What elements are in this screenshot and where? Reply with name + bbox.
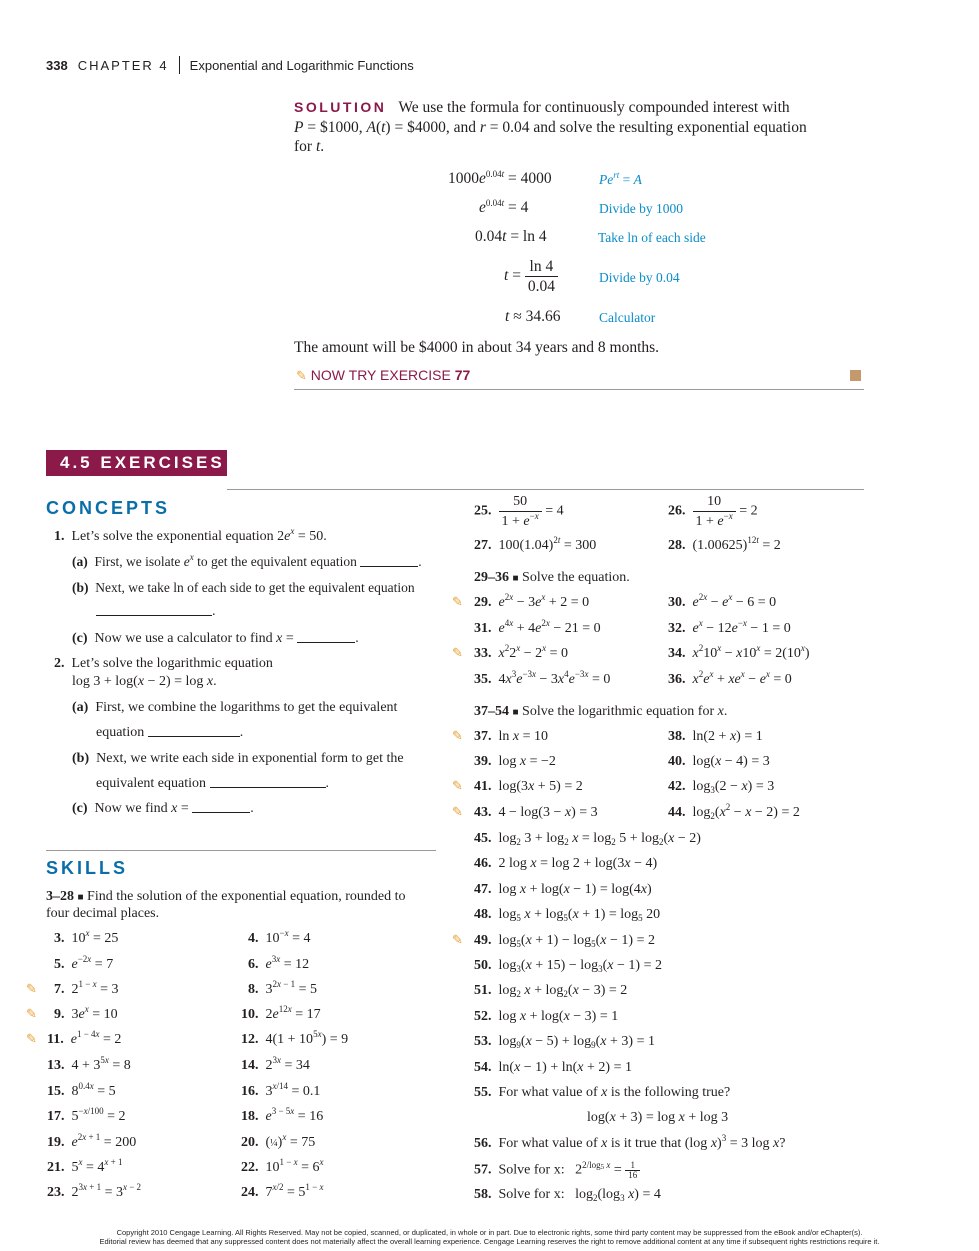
exercise-24: 24. $7^{x/2} = 5^{1 - x}$ xyxy=(241,1182,324,1200)
exercise-9: 9. $3e^x = 10$ xyxy=(54,1004,118,1022)
exercise-52: 52. log x + log(x − 3) = 1 xyxy=(474,1009,619,1024)
exercise-22: 22. $10^{1 - x} = 6^x$ xyxy=(241,1157,324,1175)
skills-rule xyxy=(46,850,436,851)
exercise-34: 34. $x^210^x - x10^x = 2(10^x)$ xyxy=(668,643,810,661)
concept-q2-line1: 2. Let’s solve the logarithmic equation xyxy=(54,656,273,671)
pencil-icon: ✎ xyxy=(452,804,463,819)
exercise-36: 36. $x^2e^x + xe^x - e^x = 0$ xyxy=(668,669,792,687)
copyright-line-2: Editorial review has deemed that any suppressed content does not materially affect the overall learning experience. Cengage Learning reserves the right to remove additional content at any time if subsequent rights restrictions require it. xyxy=(99,1237,880,1246)
step-2-equation: $e^{0.04t} = 4$ xyxy=(479,198,529,216)
exercise-7: 7. $2^{1 - x} = 3$ xyxy=(54,979,119,997)
exercise-21: 21. $5^x = 4^{x + 1}$ xyxy=(47,1157,123,1175)
exercise-40: 40. log(x − 4) = 3 xyxy=(668,754,770,769)
page-number: 338 xyxy=(46,58,68,73)
step-5-note: Calculator xyxy=(599,310,656,325)
solution-keyword: SOLUTION xyxy=(294,99,387,115)
exercise-29: 29. $e^{2x} - 3e^x + 2 = 0$ xyxy=(474,592,590,610)
exercise-3: 3. $10^x = 25$ xyxy=(54,928,119,946)
exercise-38: 38. ln(2 + x) = 1 xyxy=(668,729,763,744)
step-4-equation: t = $\frac{\ln 4}{0.04}$ xyxy=(504,257,558,296)
pencil-icon: ✎ xyxy=(452,728,463,743)
exercise-32: 32. $e^x - 12e^{-x} - 1 = 0$ xyxy=(668,618,791,636)
step-5-equation: t ≈ 34.66 xyxy=(505,308,561,325)
step-2-note: Divide by 1000 xyxy=(599,201,683,216)
step-3-equation: 0.04t = ln 4 xyxy=(475,228,547,245)
exercise-55: 55. For what value of x is the following true? xyxy=(474,1085,731,1100)
exercise-6: 6. $e^{3x} = 12$ xyxy=(248,954,310,972)
exercise-4: 4. $10^{-x} = 4$ xyxy=(248,928,311,946)
copyright-footer xyxy=(0,1228,979,1246)
exercise-45: 45. $\log_2 3 + \log_2 x = \log_2 5 + \log_2(x - 2)$ xyxy=(474,831,701,847)
concept-q2b-line1: (b) Next, we write each side in exponential form to get the xyxy=(72,751,404,766)
concept-q1b-blank: . xyxy=(96,604,216,620)
exercise-19: 19. $e^{2x + 1} = 200$ xyxy=(47,1132,137,1150)
exercise-56: 56. For what value of x is it true that (log x)$^3$ = 3 log x? xyxy=(474,1133,786,1151)
exercise-8: 8. $3^{2x - 1} = 5$ xyxy=(248,979,317,997)
exercise-15: 15. $8^{0.4x} = 5$ xyxy=(47,1081,116,1099)
concept-q2a-line1: (a) First, we combine the logarithms to get the equivalent xyxy=(72,700,398,715)
exercise-14: 14. $2^{3x} = 34$ xyxy=(241,1055,310,1073)
exercise-11: 11. $e^{1 - 4x} = 2$ xyxy=(47,1029,122,1047)
exercise-51: 51. $\log_2 x + \log_2(x - 3) = 2$ xyxy=(474,983,628,999)
exercise-46: 46. 2 log x = log 2 + log(3x − 4) xyxy=(474,856,658,871)
skills-instruction-line2: four decimal places. xyxy=(46,906,160,921)
concept-q1a: (a) First, we isolate $e^x$ to get the equivalent equation . xyxy=(72,552,422,569)
exercise-31: 31. $e^{4x} + 4e^{2x} - 21 = 0$ xyxy=(474,618,601,636)
step-3-note: Take ln of each side xyxy=(598,230,706,245)
exercises-title: 4.5 EXERCISES xyxy=(60,453,225,472)
exercise-49: 49. $\log_5(x + 1) - \log_5(x - 1) = 2$ xyxy=(474,933,655,949)
exercise-42: 42. $\log_3(2 - x) = 3$ xyxy=(668,779,775,795)
exercise-50: 50. $\log_3(x + 15) - \log_3(x - 1) = 2$ xyxy=(474,958,662,974)
exercise-28: 28. $(1.00625)^{12t} = 2$ xyxy=(668,535,781,553)
concept-q2c: (c) Now we find x = . xyxy=(72,801,254,816)
skills-instruction-line1: 3–28 ■ Find the solution of the exponential equation, rounded to xyxy=(46,889,406,904)
exercise-39: 39. log x = −2 xyxy=(474,754,556,769)
solution-line-3: for t. xyxy=(294,138,325,155)
running-header xyxy=(46,56,414,74)
solution-conclusion: The amount will be $4000 in about 34 years and 8 months. xyxy=(294,339,660,356)
exercise-37: 37. ln x = 10 xyxy=(474,729,549,744)
instruction-29-36: 29–36 ■ Solve the equation. xyxy=(474,570,630,585)
step-1-note: $Pe^{rt} = A$ xyxy=(599,170,642,187)
divider-rule xyxy=(294,389,864,390)
exercise-55-equation: log(x + 3) = log x + log 3 xyxy=(587,1110,729,1125)
pencil-icon: ✎ xyxy=(26,1006,37,1021)
pencil-icon: ✎ xyxy=(452,594,463,609)
exercises-banner xyxy=(46,450,227,476)
exercise-44: 44. $\log_2(x^2 - x - 2) = 2$ xyxy=(668,802,800,821)
chapter-title: Exponential and Logarithmic Functions xyxy=(189,58,414,73)
pencil-icon: ✎ xyxy=(26,1031,37,1046)
now-try-link[interactable] xyxy=(296,367,470,384)
exercise-17: 17. $5^{-x/100} = 2$ xyxy=(47,1106,126,1124)
exercises-rule xyxy=(227,489,864,490)
step-4-note: Divide by 0.04 xyxy=(599,270,680,285)
exercise-13: 13. $4 + 3^{5x} = 8$ xyxy=(47,1055,131,1073)
exercise-16: 16. $3^{x/14} = 0.1$ xyxy=(241,1081,321,1099)
copyright-line-1: Copyright 2010 Cengage Learning. All Rights Reserved. May not be copied, scanned, or duplicated, in whole or in part. Due to electronic rights, some third party content may be suppressed from the eBook and/or eChapter(s). xyxy=(116,1228,863,1237)
exercise-23: 23. $2^{3x + 1} = 3^{x - 2}$ xyxy=(47,1182,142,1200)
pencil-icon: ✎ xyxy=(452,932,463,947)
instruction-37-54: 37–54 ■ Solve the logarithmic equation for x. xyxy=(474,704,728,719)
exercise-12: 12. $4(1 + 10^{5x}) = 9$ xyxy=(241,1029,349,1047)
exercise-33: 33. $x^22^x - 2^x = 0$ xyxy=(474,643,569,661)
pencil-icon: ✎ xyxy=(26,981,37,996)
exercise-10: 10. $2e^{12x} = 17$ xyxy=(241,1004,321,1022)
exercise-35: 35. $4x^3e^{-3x} - 3x^4e^{-3x} = 0$ xyxy=(474,669,611,687)
concept-q1b: (b) Next, we take ln of each side to get the equivalent equation xyxy=(72,580,415,595)
exercise-30: 30. $e^{2x} - e^x - 6 = 0$ xyxy=(668,592,777,610)
pencil-icon: ✎ xyxy=(296,368,307,383)
pencil-icon: ✎ xyxy=(452,778,463,793)
exercise-5: 5. $e^{-2x} = 7$ xyxy=(54,954,114,972)
concept-q1c: (c) Now we use a calculator to find x = . xyxy=(72,631,359,646)
exercise-54: 54. ln(x − 1) + ln(x + 2) = 1 xyxy=(474,1060,632,1075)
concept-q2-line2: log 3 + log(x − 2) = log x. xyxy=(72,674,217,689)
exercise-58: 58. Solve for x: $\log_2(\log_3$ x) = 4 xyxy=(474,1187,661,1203)
header-divider xyxy=(179,56,180,74)
concepts-heading: CONCEPTS xyxy=(46,498,171,518)
exercise-41: 41. log(3x + 5) = 2 xyxy=(474,779,583,794)
exercise-18: 18. $e^{3 - 5x} = 16$ xyxy=(241,1106,324,1124)
concept-q2b-line2: equivalent equation . xyxy=(96,776,330,791)
exercise-25: 25. $\frac{50}{1 + e^{-x}}$ = 4 xyxy=(474,494,564,529)
exercise-47: 47. log x + log(x − 1) = log(4x) xyxy=(474,882,652,897)
concept-q2a-line2: equation . xyxy=(96,725,244,740)
step-1-equation: $1000e^{0.04t} = 4000$ xyxy=(448,169,552,187)
concept-q1: 1. Let’s solve the exponential equation $2e^x = 50$. xyxy=(54,526,327,544)
exercise-27: 27. $100(1.04)^{2t} = 300$ xyxy=(474,535,597,553)
solution-line-1: We use the formula for continuously compounded interest with xyxy=(398,99,790,116)
solution-paragraph xyxy=(294,98,854,157)
now-try-label: NOW TRY EXERCISE xyxy=(310,367,451,383)
solution-line-2: P = $1000, A(t) = $4000, and r = 0.04 and solve the resulting exponential equation xyxy=(294,118,807,136)
pencil-icon: ✎ xyxy=(452,645,463,660)
exercise-53: 53. $\log_9(x - 5) + \log_9(x + 3) = 1$ xyxy=(474,1034,655,1050)
skills-heading: SKILLS xyxy=(46,858,129,878)
end-of-solution-square-icon xyxy=(850,370,861,381)
chapter-label: CHAPTER 4 xyxy=(77,58,169,73)
exercise-20: 20. (¼)$^x$ = 75 xyxy=(241,1132,316,1150)
exercise-48: 48. $\log_5 x + \log_5(x + 1) = \log_5 20$ xyxy=(474,907,661,923)
exercise-57: 57. Solve for x: $2^{2/log_5 x}$ = $\frac{1}{16}$ xyxy=(474,1161,640,1180)
exercise-43: 43. 4 − log(3 − x) = 3 xyxy=(474,805,598,820)
now-try-number: 77 xyxy=(454,367,471,383)
exercise-26: 26. $\frac{10}{1 + e^{-x}}$ = 2 xyxy=(668,494,758,529)
